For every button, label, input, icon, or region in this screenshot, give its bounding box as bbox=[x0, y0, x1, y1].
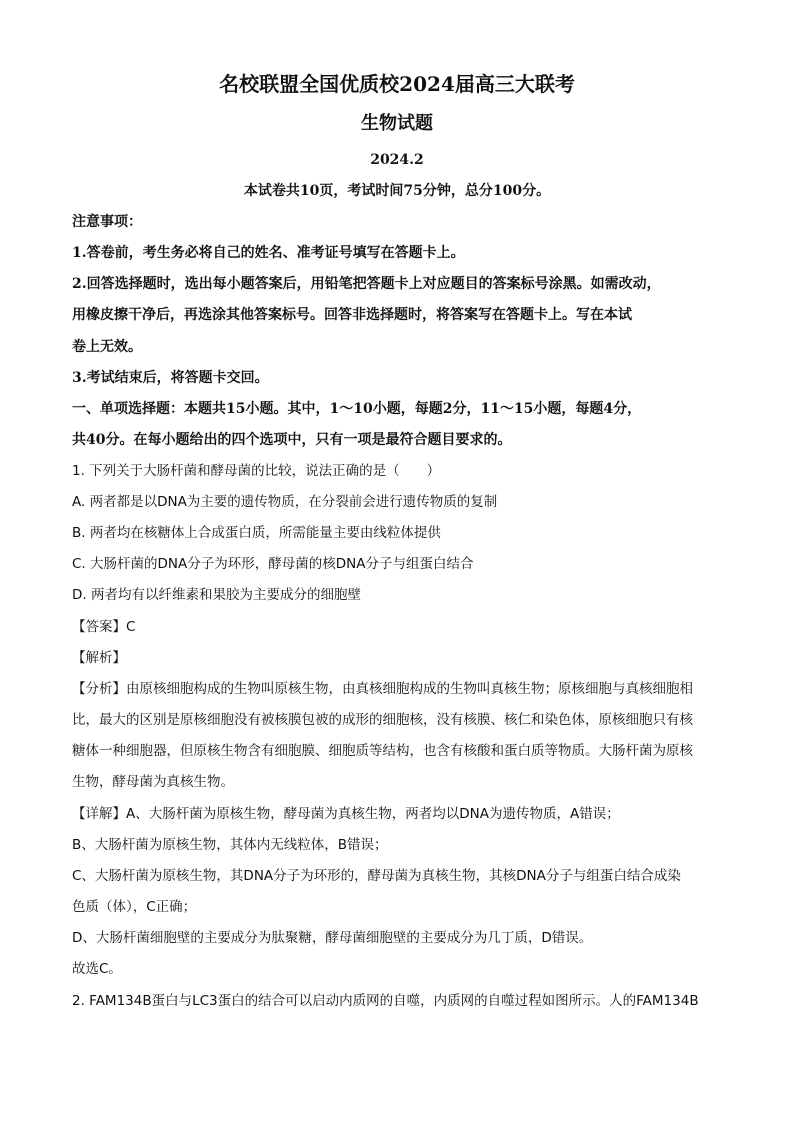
notice-item: 用橡皮擦干净后，再选涂其他答案标号。回答非选择题时，将答案写在答题卡上。写在本试 bbox=[72, 307, 632, 323]
notice-heading: 注意事项： bbox=[72, 214, 142, 230]
section-heading: 共40分。在每小题给出的四个选项中，只有一项是最符合题目要求的。 bbox=[72, 432, 512, 448]
option-b: B. 两者均在核糖体上合成蛋白质，所需能量主要由线粒体提供 bbox=[72, 525, 441, 541]
notice-item: 3.考试结束后，将答题卡交回。 bbox=[72, 370, 269, 386]
answer-label: 【答案】 bbox=[72, 619, 126, 635]
notice-item: 卷上无效。 bbox=[72, 339, 142, 355]
detail-line: 【详解】A、大肠杆菌为原核生物，酵母菌为真核生物，两者均以DNA为遗传物质，A错误； bbox=[72, 806, 620, 822]
exam-date: 2024.2 bbox=[370, 152, 424, 168]
conclusion-line: 故选C。 bbox=[72, 961, 122, 977]
notice-item: 1.答卷前，考生务必将自己的姓名、准考证号填写在答题卡上。 bbox=[72, 245, 465, 261]
subject-title: 生物试题 bbox=[361, 113, 433, 134]
analysis-line: 比，最大的区别是原核细胞没有被核膜包被的成形的细胞核，没有核膜、核仁和染色体，原核细胞只有核 bbox=[72, 712, 693, 728]
exam-title: 名校联盟全国优质校2024届高三大联考 bbox=[219, 72, 575, 96]
option-d: D. 两者均有以纤维素和果胶为主要成分的细胞壁 bbox=[72, 587, 361, 603]
question-stem: 2. FAM134B蛋白与LC3蛋白的结合可以启动内质网的自噬，内质网的自噬过程如图所示。人的FAM134B bbox=[72, 993, 699, 1009]
notice-item: 2.回答选择题时，选出每小题答案后，用铅笔把答题卡上对应题目的答案标号涂黑。如需改动， bbox=[72, 276, 661, 292]
question-stem: 1. 下列关于大肠杆菌和酵母菌的比较，说法正确的是（ ） bbox=[72, 463, 441, 479]
detail-line: 色质（体），C正确； bbox=[72, 899, 197, 915]
answer-value: C bbox=[126, 619, 136, 635]
detail-line: B、大肠杆菌为原核生物，其体内无线粒体，B错误； bbox=[72, 837, 388, 853]
analysis-label: 【解析】 bbox=[72, 650, 126, 666]
analysis-line: 【分析】由原核细胞构成的生物叫原核生物，由真核细胞构成的生物叫真核生物；原核细胞与真核细胞相 bbox=[72, 681, 693, 697]
answer-line bbox=[72, 617, 734, 637]
analysis-line: 糖体一种细胞器，但原核生物含有细胞膜、细胞质等结构，也含有核酸和蛋白质等物质。大肠杆菌为原核 bbox=[72, 743, 693, 759]
option-a: A. 两者都是以DNA为主要的遗传物质，在分裂前会进行遗传物质的复制 bbox=[72, 494, 498, 510]
section-heading: 一、单项选择题：本题共15小题。其中，1～10小题，每题2分，11～15小题，每题4分， bbox=[72, 401, 642, 417]
option-c: C. 大肠杆菌的DNA分子为环形，酵母菌的核DNA分子与组蛋白结合 bbox=[72, 556, 474, 572]
detail-line: D、大肠杆菌细胞壁的主要成分为肽聚糖，酵母菌细胞壁的主要成分为几丁质，D错误。 bbox=[72, 930, 593, 946]
analysis-line: 生物，酵母菌为真核生物。 bbox=[72, 774, 234, 790]
exam-info: 本试卷共10页，考试时间75分钟，总分100分。 bbox=[243, 183, 551, 199]
detail-line: C、大肠杆菌为原核生物，其DNA分子为环形的，酵母菌为真核生物，其核DNA分子与组蛋白结合成染 bbox=[72, 868, 681, 884]
